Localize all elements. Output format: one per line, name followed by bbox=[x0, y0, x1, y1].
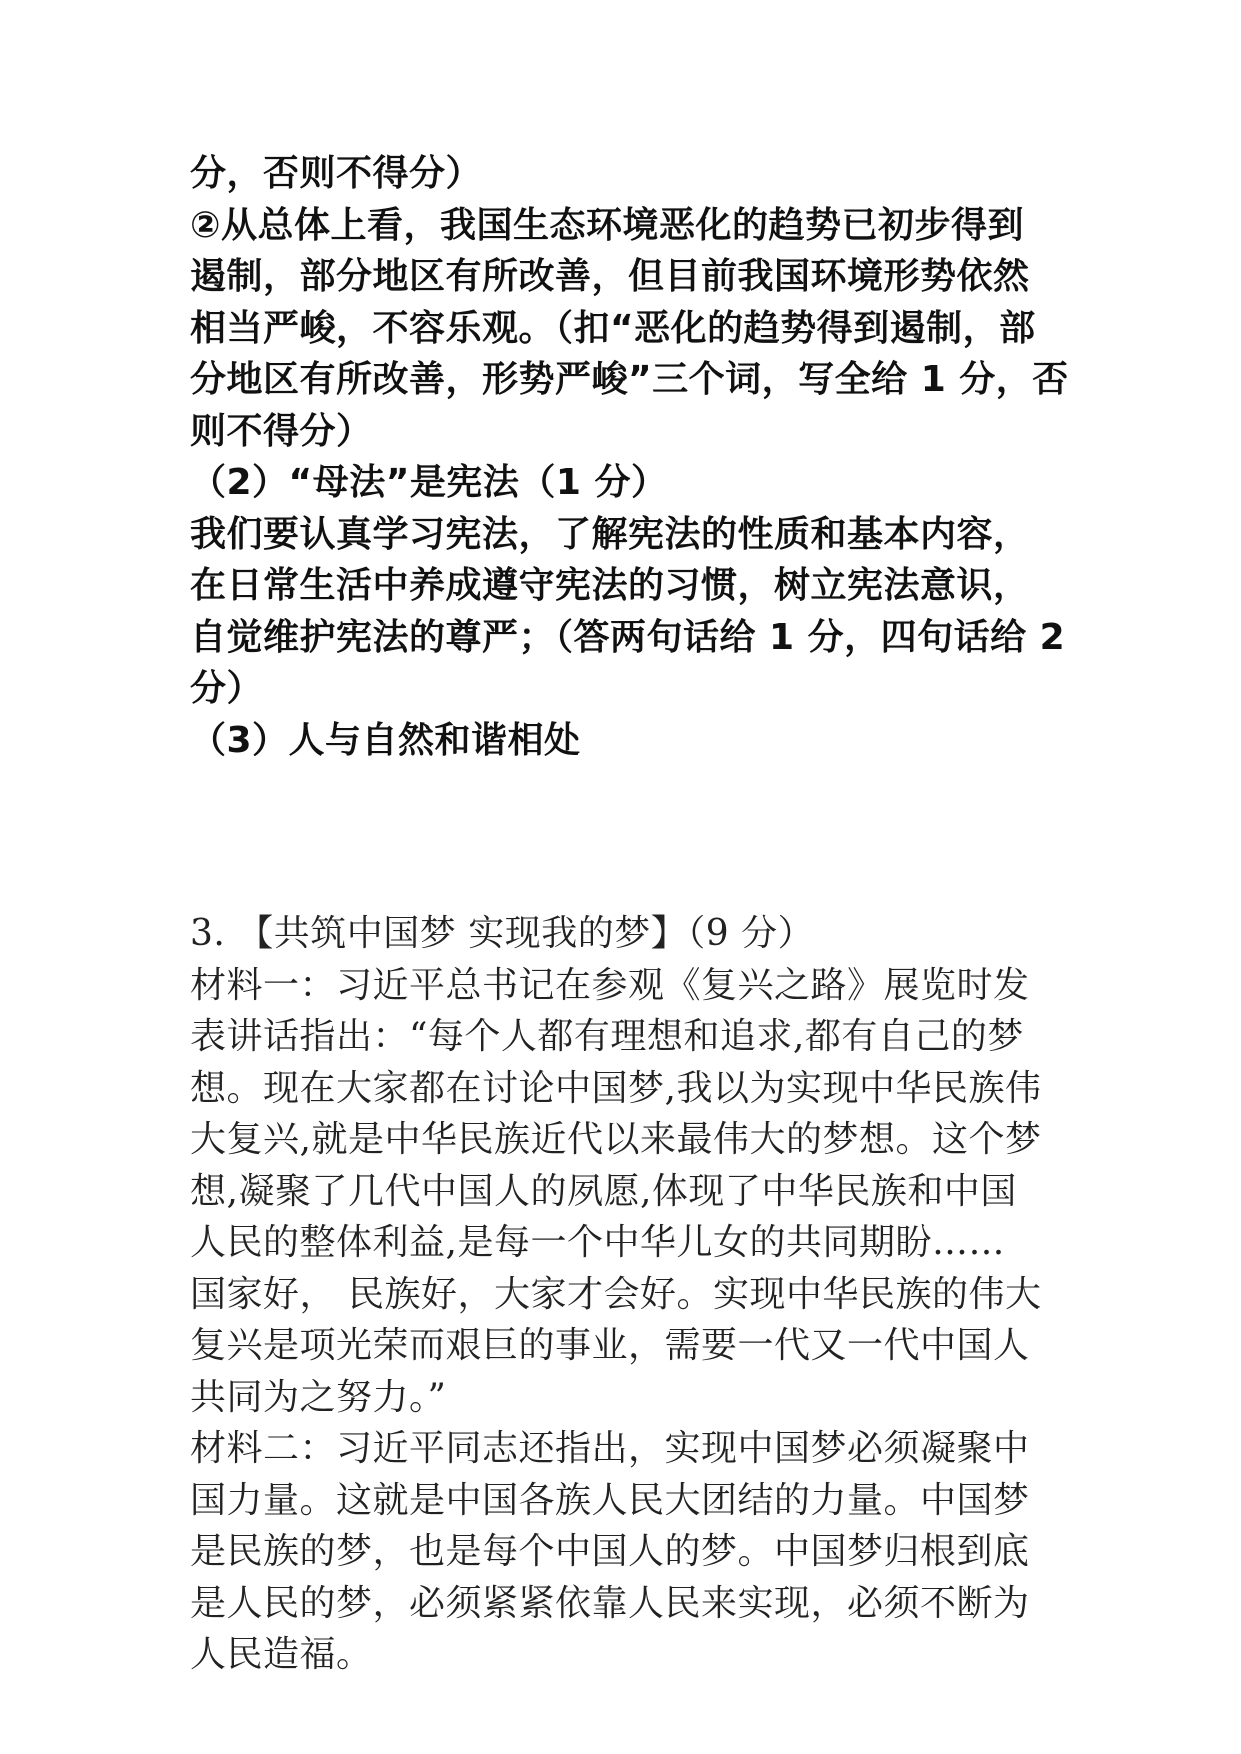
material-line: 共同为之努力。” bbox=[190, 1376, 447, 1418]
material-line: 是民族的梦，也是每个中国人的梦。中国梦归根到底 bbox=[190, 1531, 1030, 1572]
material-line: 是人民的梦，必须紧紧依靠人民来实现，必须不断为 bbox=[190, 1582, 1030, 1624]
section-spacer bbox=[190, 766, 1070, 908]
answer-line: （2）“母法”是宪法（1 分） bbox=[190, 462, 668, 503]
answer-line: ②从总体上看，我国生态环境恶化的趋势已初步得到 bbox=[190, 204, 1024, 246]
material-line: 想。现在大家都在讨论中国梦,我以为实现中华民族伟 bbox=[190, 1067, 1042, 1109]
answer-section bbox=[190, 148, 1070, 766]
answer-line: 分） bbox=[190, 668, 264, 709]
document-page bbox=[190, 148, 1070, 1681]
material-line: 表讲话指出：“每个人都有理想和追求,都有自己的梦 bbox=[190, 1016, 1024, 1057]
answer-line: 在日常生活中养成遵守宪法的习惯，树立宪法意识， bbox=[190, 565, 1030, 606]
material-line: 复兴是项光荣而艰巨的事业，需要一代又一代中国人 bbox=[190, 1325, 1030, 1366]
material-line: 材料一：习近平总书记在参观《复兴之路》展览时发 bbox=[190, 964, 1030, 1006]
answer-line: 则不得分） bbox=[190, 410, 373, 452]
answer-line: 分地区有所改善，形势严峻”三个词，写全给 1 分，否 bbox=[190, 359, 1069, 400]
answer-line: （3）人与自然和谐相处 bbox=[190, 719, 581, 761]
material-line: 人民造福。 bbox=[190, 1634, 373, 1675]
answer-line: 相当严峻，不容乐观。（扣“恶化的趋势得到遏制，部 bbox=[190, 307, 1036, 349]
material-line: 国力量。这就是中国各族人民大团结的力量。中国梦 bbox=[190, 1479, 1030, 1521]
question-title: 3. 【共筑中国梦 实现我的梦】（9 分） bbox=[190, 913, 815, 954]
material-line: 人民的整体利益,是每一个中华儿女的共同期盼…… bbox=[190, 1222, 1005, 1263]
answer-line: 遏制，部分地区有所改善，但目前我国环境形势依然 bbox=[190, 256, 1030, 297]
material-line: 材料二：习近平同志还指出，实现中国梦必须凝聚中 bbox=[190, 1428, 1030, 1469]
material-line: 国家好， 民族好，大家才会好。实现中华民族的伟大 bbox=[190, 1273, 1042, 1315]
question-section bbox=[190, 908, 1070, 1681]
answer-line: 自觉维护宪法的尊严；（答两句话给 1 分，四句话给 2 bbox=[190, 616, 1066, 658]
answer-line: 分，否则不得分） bbox=[190, 153, 483, 194]
material-line: 大复兴,就是中华民族近代以来最伟大的梦想。这个梦 bbox=[190, 1119, 1042, 1160]
material-line: 想,凝聚了几代中国人的夙愿,体现了中华民族和中国 bbox=[190, 1170, 1017, 1212]
answer-line: 我们要认真学习宪法，了解宪法的性质和基本内容， bbox=[190, 513, 1030, 555]
